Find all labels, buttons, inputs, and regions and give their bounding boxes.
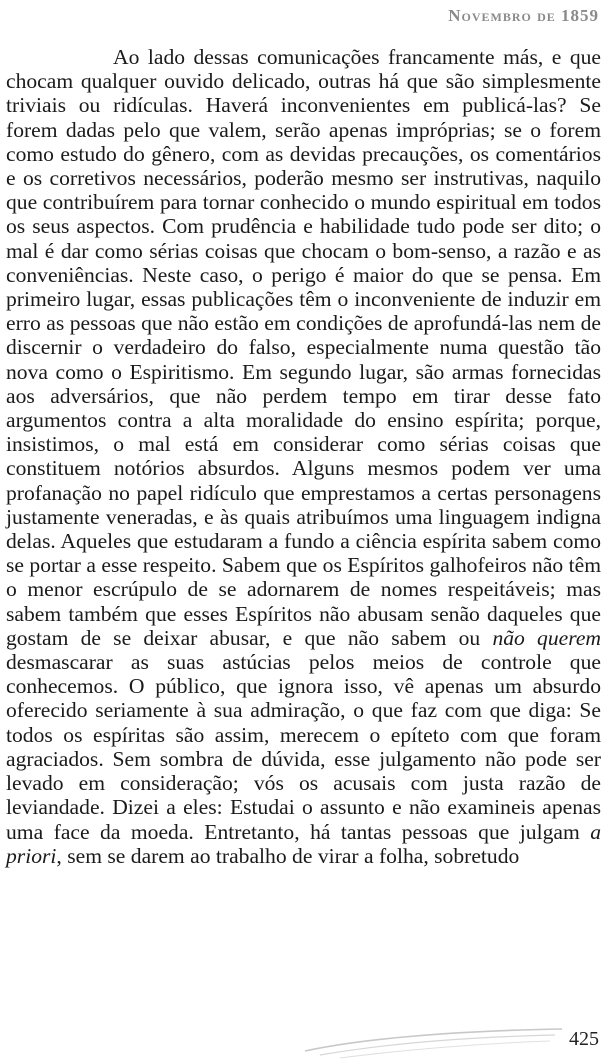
- decorative-swoosh-icon: [300, 1021, 570, 1059]
- text-segment-3: , sem se darem ao trabalho de virar a folha, sobretudo: [56, 843, 520, 868]
- text-segment-1: Ao lado dessas comunicações francamente más, e que chocam qualquer ouvido delicado, outras há que são simplesmente triviais ou ridículas. Haverá inconvenientes em publicá-las? Se forem dadas pelo que valem, serão apenas impróprias; se o forem como estudo do gênero, com as devidas precauções, os comentários e os corretivos necessários, poderão mesmo ser instrutivas, naquilo que contribuírem para tornar conhecido o mundo espiritual em todos os seus aspectos. Com prudência e habilidade tudo pode ser dito; o mal é dar como sérias coisas que chocam o bom-senso, a razão e as conveniências. Neste caso, o perigo é maior do que se pensa. Em primeiro lugar, essas publicações têm o inconveniente de induzir em erro as pessoas que não estão em condições de aprofundá-las nem de discernir o verdadeiro do falso, especialmente numa questão tão nova como o Espiritismo. Em segundo lugar, são armas fornecidas aos adversários, que não perdem tempo em tirar desse fato argumentos contra a alta moralidade do ensino espírita; porque, insistimos, o mal está em considerar como sérias coisas que constituem notórios absurdos. Alguns mesmos podem ver uma profanação no papel ridículo que emprestamos a certas personagens justamente veneradas, e às quais atribuímos uma linguagem indigna delas. Aqueles que estudaram a fundo a ciência espírita sabem como se portar a esse respeito. Sabem que os Espíritos galhofeiros não têm o menor escrúpulo de se adornarem de nomes respeitáveis; mas sabem também que esses Espíritos não abusam senão daqueles que gostam de se deixar abusar, e que não sabem ou: [6, 45, 601, 650]
- italic-phrase-a-priori: a priori: [6, 819, 601, 868]
- italic-phrase-nao-querem: não querem: [492, 625, 602, 650]
- page-footer: [0, 1021, 607, 1059]
- running-head: Novembro de 1859: [448, 6, 599, 25]
- body-text: [6, 45, 601, 868]
- page-number: 425: [569, 1028, 599, 1050]
- paragraph: [6, 45, 601, 868]
- text-segment-2: desmascarar as suas astúcias pelos meios de controle que conhecemos. O público, que ignora isso, vê apenas um absurdo oferecido seriamente à sua admiração, o que faz com que diga: Se todos os espíritas são assim, merecem o epíteto com que foram agraciados. Sem sombra de dúvida, esse julgamento não pode ser levado em consideração; vós os acusais com justa razão de leviandade. Dizei a eles: Estudai o assunto e não examineis apenas uma face da moeda. Entretanto, há tantas pessoas que julgam: [6, 650, 601, 844]
